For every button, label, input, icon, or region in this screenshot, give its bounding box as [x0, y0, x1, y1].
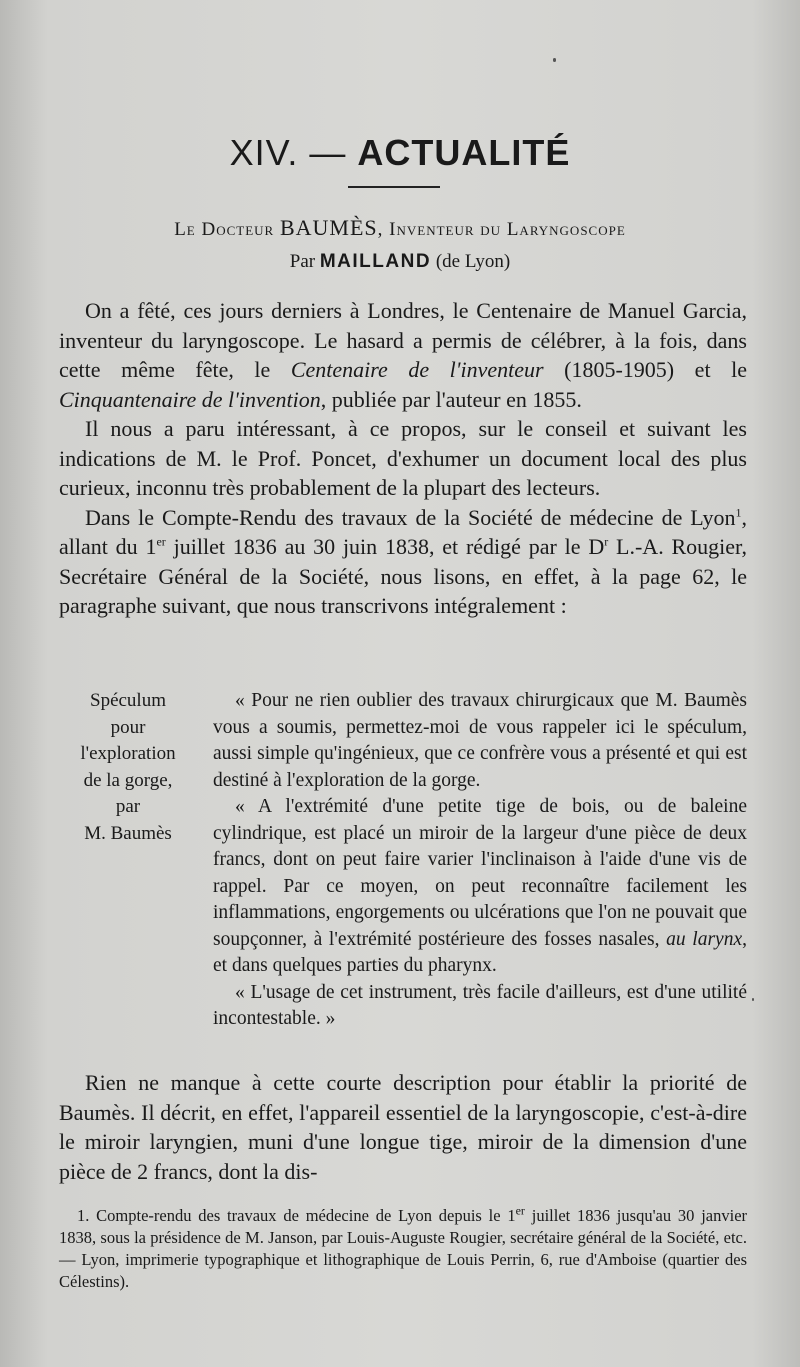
article-body-continued [59, 1068, 747, 1186]
byline-author: MAILLAND [319, 251, 432, 272]
p3-text-c: juillet 1836 au 30 juin 1838, et rédigé par le D [165, 534, 605, 559]
p1-italic-2: Cinquantenaire de l'invention [59, 386, 321, 412]
p3-sup-r: r [604, 534, 609, 549]
article-subtitle [0, 215, 800, 241]
print-speck [752, 998, 754, 1001]
byline-suffix: (de Lyon) [431, 251, 511, 272]
margin-note-line: par [115, 796, 141, 817]
margin-note [59, 688, 197, 847]
p3-sup-er: er [156, 534, 166, 549]
subtitle-prefix: Le Docteur [174, 219, 280, 240]
p1-text-a: On a fêté, ces jours derniers à Londres, le Centenaire de Manuel Garcia, inventeur du laryngoscope. Le hasard a permis de célébrer, à la fois, dans cette même fête, le [59, 298, 747, 382]
byline-prefix: Par [289, 251, 320, 272]
quote-paragraph-2 [213, 794, 747, 980]
article-body [59, 296, 747, 621]
margin-note-line: M. Baumès [84, 822, 172, 844]
title-rule [348, 186, 440, 188]
margin-note-line: pour [110, 716, 146, 738]
p3-text-a: Dans le Compte-Rendu des travaux de la Société de médecine de Lyon [85, 504, 736, 530]
paragraph-1 [59, 296, 747, 414]
chapter-title [0, 132, 800, 174]
footnote-text-a: 1. Compte-rendu des travaux de médecine de Lyon depuis le 1 [77, 1206, 516, 1225]
footnote-text-b: juillet 1836 jusqu'au 30 janvier 1838, sous la présidence de M. Janson, par Louis-Auguste Rougier, secrétaire général de la Société, etc.— Lyon, imprimerie typographique et lithographique de Louis Perrin, 6, rue d'Amboise (quartier des Célestins). [59, 1206, 748, 1291]
footnote-paragraph [59, 1205, 747, 1293]
paragraph-4: Rien ne manque à cette courte description pour établir la priorité de Baumès. Il décrit, en effet, l'appareil essentiel de la laryngoscopie, c'est-à-dire le miroir laryngien, muni d'une longue tige, miroir de la dimension d'une pièce de 2 francs, dont la dis- [59, 1070, 747, 1184]
paragraph-3 [59, 503, 747, 621]
p3-text-b: , allant du 1 [59, 504, 747, 559]
p1-text-c: , publiée par l'auteur en 1855. [320, 386, 582, 412]
article-byline [0, 251, 800, 273]
quote-paragraph-3: « L'usage de cet instrument, très facile d'ailleurs, est d'une utilité incontestable. » [213, 981, 747, 1029]
subtitle-suffix: , Inventeur du Laryngoscope [377, 219, 626, 240]
margin-note-line: l'exploration [80, 743, 176, 764]
p3-text-d: L.-A. Rougier, Secrétaire Général de la Société, nous lisons, en effet, à la page 62, le paragraphe suivant, que nous transcrivons intégralement : [59, 534, 747, 618]
footnote-ref[interactable]: 1 [735, 505, 742, 520]
p1-italic-1: Centenaire de l'inventeur [290, 357, 544, 382]
p1-text-b: (1805-1905) et le [543, 357, 747, 382]
print-speck [553, 58, 556, 62]
footnote-sup: er [515, 1203, 525, 1218]
quote-paragraph-1: « Pour ne rien oublier des travaux chirurgicaux que M. Baumès vous a soumis, permettez-moi de vous rappeler ici le spéculum, aussi simple qu'ingénieux, que ce confrère vous a présenté et qui est destiné à l'exploration de la gorge. [213, 690, 747, 791]
chapter-number: XIV. — [229, 132, 358, 173]
margin-note-line: Spéculum [90, 690, 166, 711]
subtitle-name: BAUMÈS [279, 215, 378, 240]
margin-note-line: de la gorge, [83, 769, 173, 791]
q2-text-b: , et dans quelques parties du pharynx. [213, 928, 747, 976]
q2-italic: au larynx [666, 928, 743, 950]
footnote [59, 1205, 747, 1293]
chapter-word: ACTUALITÉ [357, 132, 571, 173]
q2-text-a: « A l'extrémité d'une petite tige de bois, ou de baleine cylindrique, est placé un miroir de la largeur d'une pièce de deux francs, dont on peut faire varier l'inclinaison à l'aide d'une vis de rappel. Par ce moyen, on peut reconnaître facilement les inflammations, engorgements ou ulcérations que l'on ne pouvait que soupçonner, à l'extrémité postérieure des fosses nasales, [213, 796, 747, 950]
quoted-passage [59, 688, 747, 1068]
quote-text [213, 688, 747, 1033]
paragraph-2: Il nous a paru intéressant, à ce propos, sur le conseil et suivant les indications de M. le Prof. Poncet, d'exhumer un document local des plus curieux, inconnu très probablement de la plupart des lecteurs. [59, 416, 747, 500]
